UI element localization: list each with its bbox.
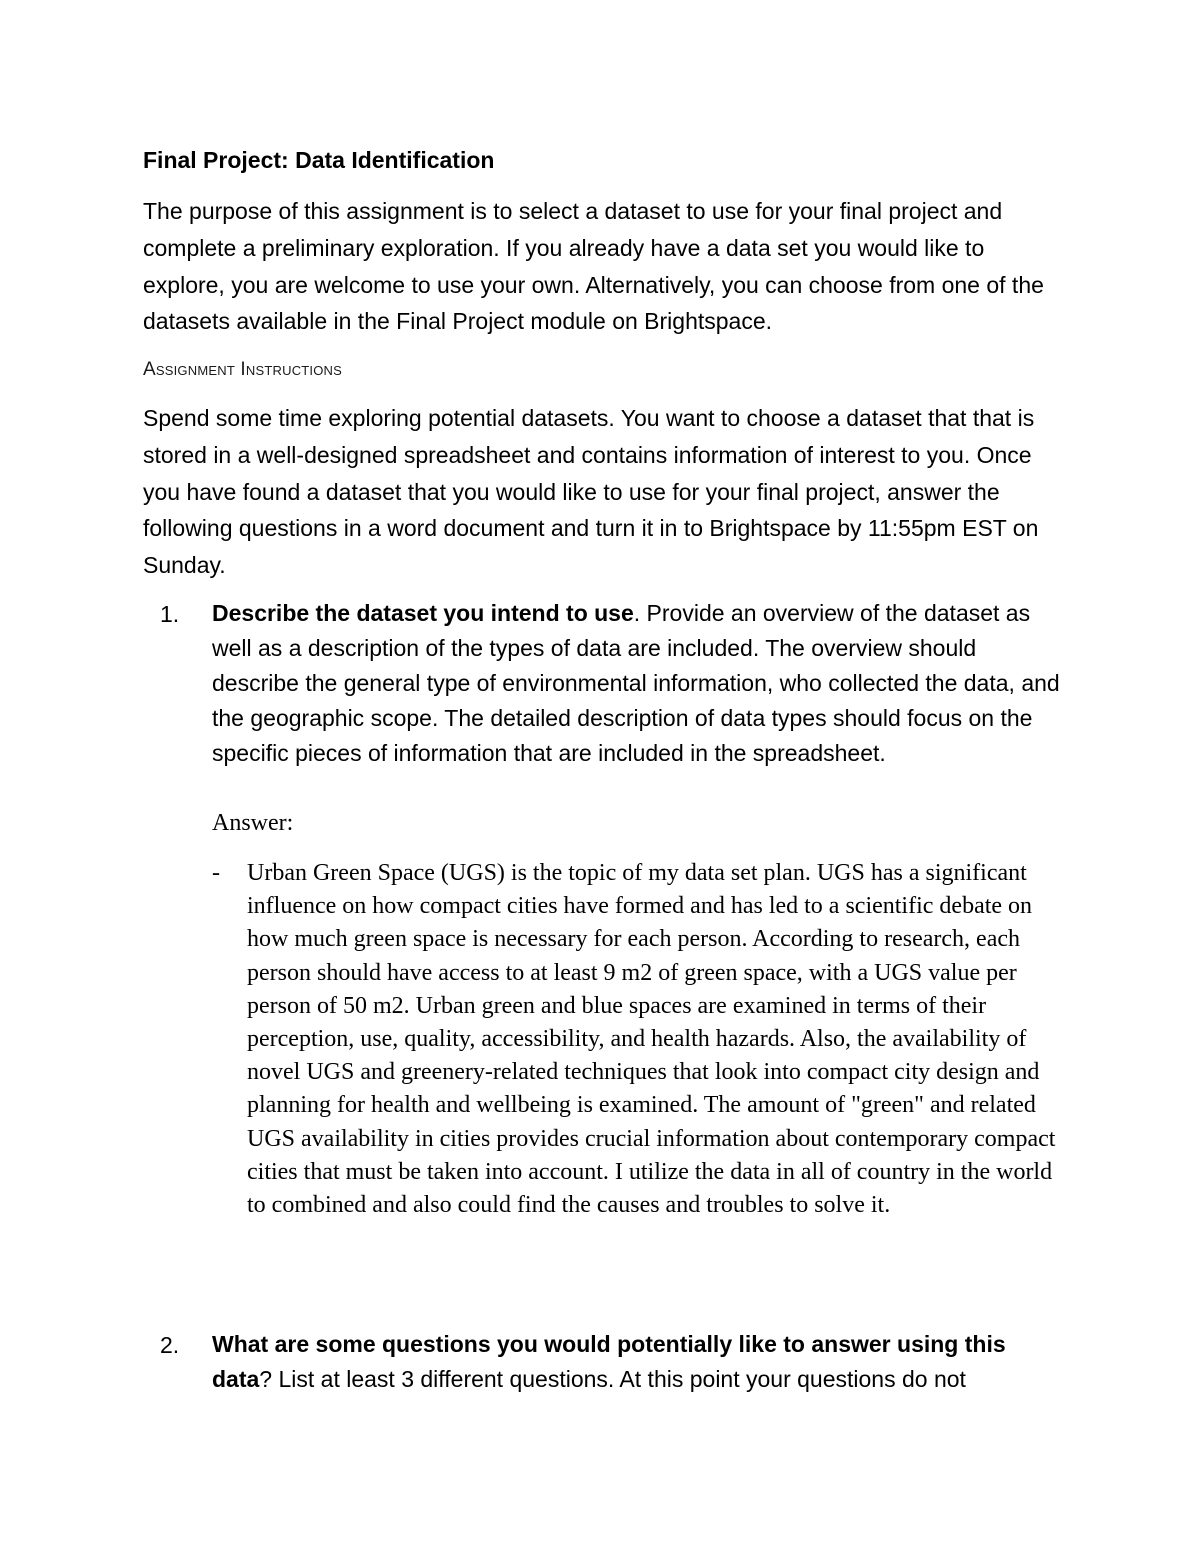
question-bold-lead: What are some questions you would potentially like to answer using this data [212,1331,1006,1392]
intro-paragraph: The purpose of this assignment is to select a dataset to use for your final project and complete a preliminary exploration. If you already have a data set you would like to explore, you are welcome to use your own. Alternatively, you can choose from one of the datasets available in the Final Project module on Brightspace. [143,198,1044,335]
question-1 [143,596,1063,771]
answer-label: Answer: [212,810,294,836]
instructions-paragraph: Spend some time exploring potential datasets. You want to choose a dataset that that is stored in a well-designed spreadsheet and contains information of interest to you. Once you have found a dataset that you would like to use for your final project, answer the following questions in a word document and turn it in to Brightspace by 11:55pm EST on Sunday. [143,405,1039,579]
bullet-dash: - [212,860,220,886]
question-text [212,596,1063,771]
question-text [212,1327,1063,1397]
question-2 [143,1327,1063,1397]
question-number: 1. [160,601,180,627]
question-body: . Provide an overview of the dataset as well as a description of the types of data are included. The overview should describe the general type of environmental information, who collected the data, and the geographic scope. The detailed description of data types should focus on the specific pieces of information that are included in the spreadsheet. [212,600,1060,766]
question-body: ? List at least 3 different questions. At this point your questions do not [259,1366,966,1392]
question-bold-lead: Describe the dataset you intend to use [212,600,634,626]
answer-list-item [212,857,1072,1222]
question-number: 2. [160,1332,180,1358]
document-title: Final Project: Data Identification [143,147,495,173]
section-heading: Assignment Instructions [143,359,343,380]
answer-text: Urban Green Space (UGS) is the topic of my data set plan. UGS has a significant influence on how compact cities have formed and has led to a scientific debate on how much green space is necessary for each person. According to research, each person should have access to at least 9 m2 of green space, with a UGS value per person of 50 m2. Urban green and blue spaces are examined in terms of their perception, use, quality, accessibility, and health hazards. Also, the availability of novel UGS and greenery-related techniques that look into compact city design and planning for health and wellbeing is examined. The amount of "green" and related UGS availability in cities provides crucial information about contemporary compact cities that must be taken into account. I utilize the data in all of country in the world to combined and also could find the causes and troubles to solve it. [247,860,1056,1219]
